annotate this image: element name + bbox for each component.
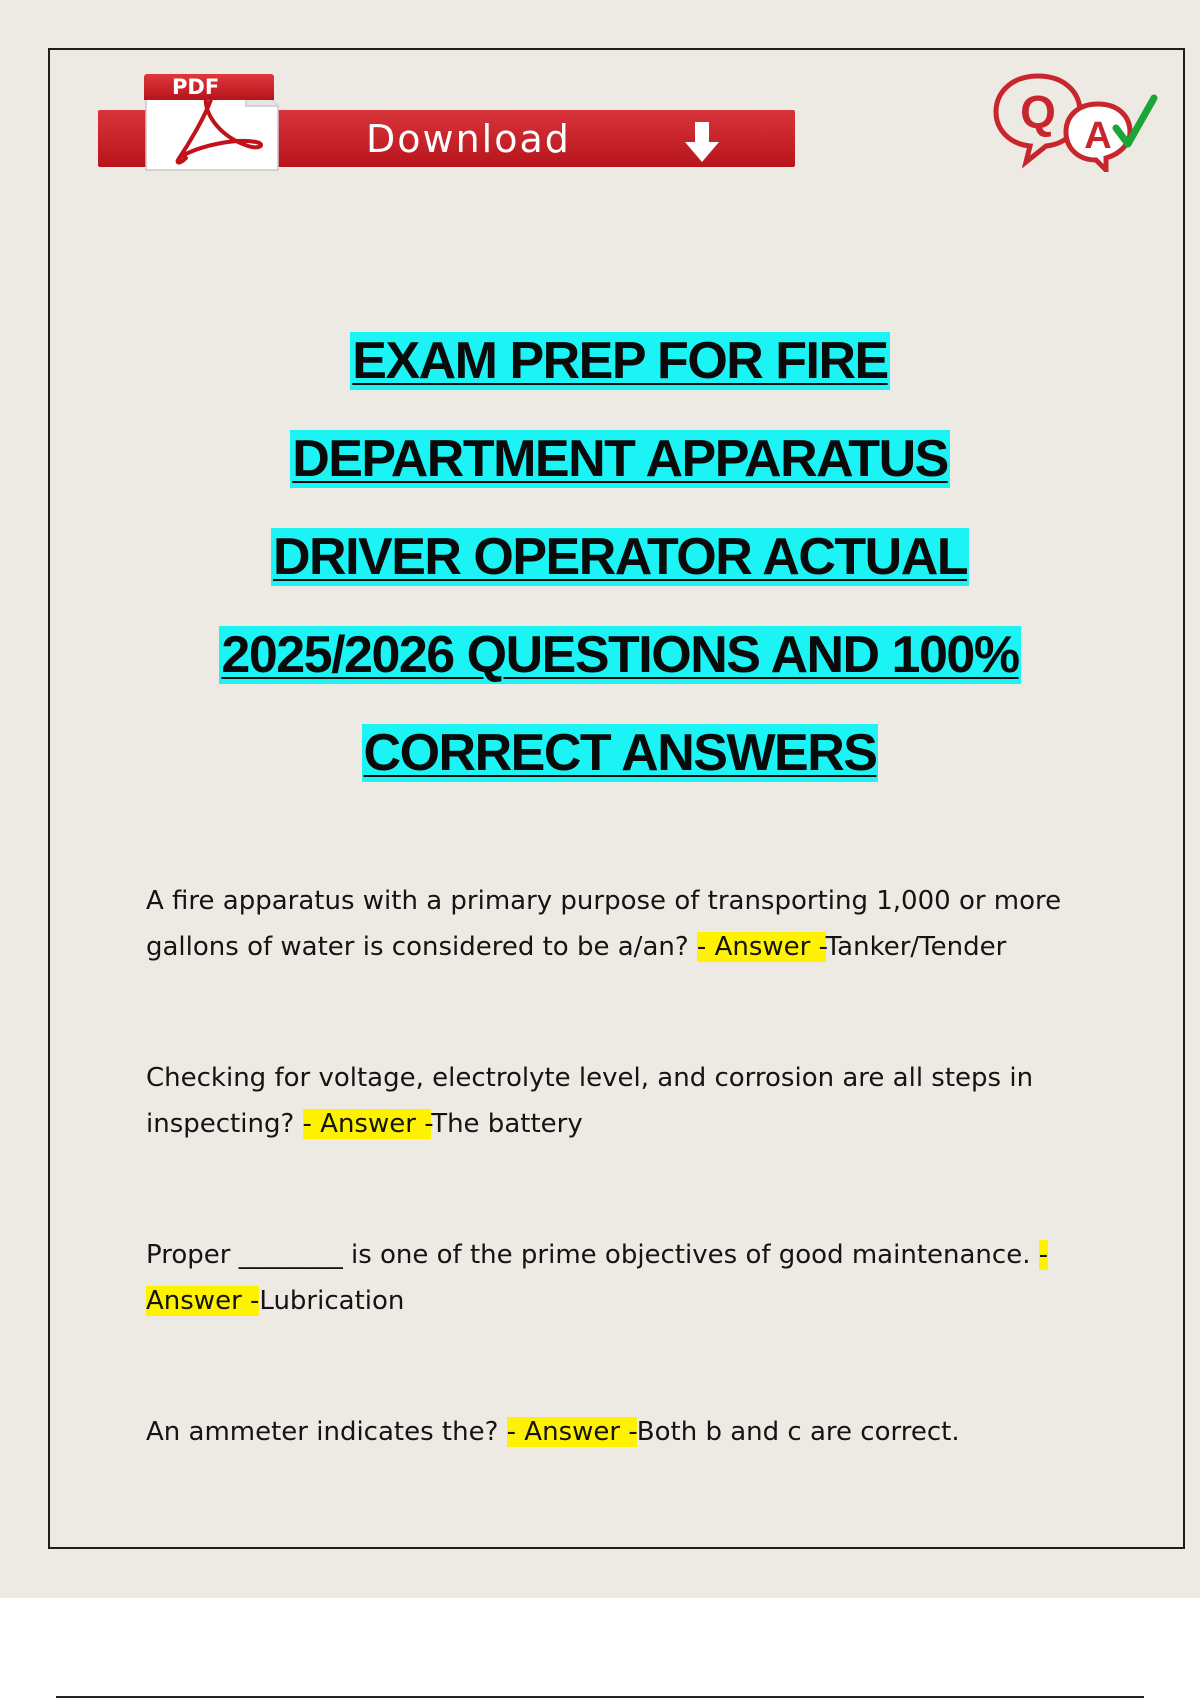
title-line: CORRECT ANSWERS	[363, 724, 877, 782]
qa-item	[146, 1232, 1096, 1324]
question-text: A fire apparatus with a primary purpose of transporting 1,000 or more gallons of water is considered to be a/an?	[146, 886, 1062, 962]
logo-a-letter: A	[1084, 115, 1112, 157]
logo-q-letter: Q	[1020, 86, 1056, 138]
question-text: An ammeter indicates the?	[146, 1417, 507, 1447]
arrow-down-icon	[682, 118, 722, 166]
title-line: DRIVER OPERATOR ACTUAL	[272, 528, 968, 586]
question-text: Proper ________ is one of the prime objectives of good maintenance.	[146, 1240, 1039, 1270]
question-text: Checking for voltage, electrolyte level, and corrosion are all steps in inspecting?	[146, 1063, 1034, 1139]
title-line: DEPARTMENT APPARATUS	[292, 430, 948, 488]
qa-item	[146, 1409, 1096, 1455]
qa-item	[146, 1055, 1096, 1147]
download-label[interactable]: Download	[366, 117, 571, 161]
answer-marker: - Answer -	[506, 1417, 637, 1447]
answer-text: The battery	[431, 1109, 583, 1139]
answer-text: Lubrication	[259, 1286, 405, 1316]
answer-marker: - Answer -	[302, 1109, 432, 1139]
footer-divider	[56, 1696, 1144, 1698]
answer-text: Both b and c are correct.	[636, 1417, 960, 1447]
pdf-download-banner[interactable]	[98, 72, 795, 170]
answer-marker: - Answer -	[146, 1240, 1049, 1316]
title-line: EXAM PREP FOR FIRE	[352, 332, 888, 390]
document-title	[60, 312, 1180, 802]
qa-item	[146, 878, 1096, 970]
title-line: 2025/2026 QUESTIONS AND 100%	[221, 626, 1019, 684]
pdf-tab-label: PDF	[144, 74, 274, 100]
acrobat-pdf-icon	[138, 72, 268, 170]
qa-logo	[990, 68, 1158, 172]
answer-marker: - Answer -	[696, 932, 826, 962]
answer-text: Tanker/Tender	[825, 932, 1007, 962]
